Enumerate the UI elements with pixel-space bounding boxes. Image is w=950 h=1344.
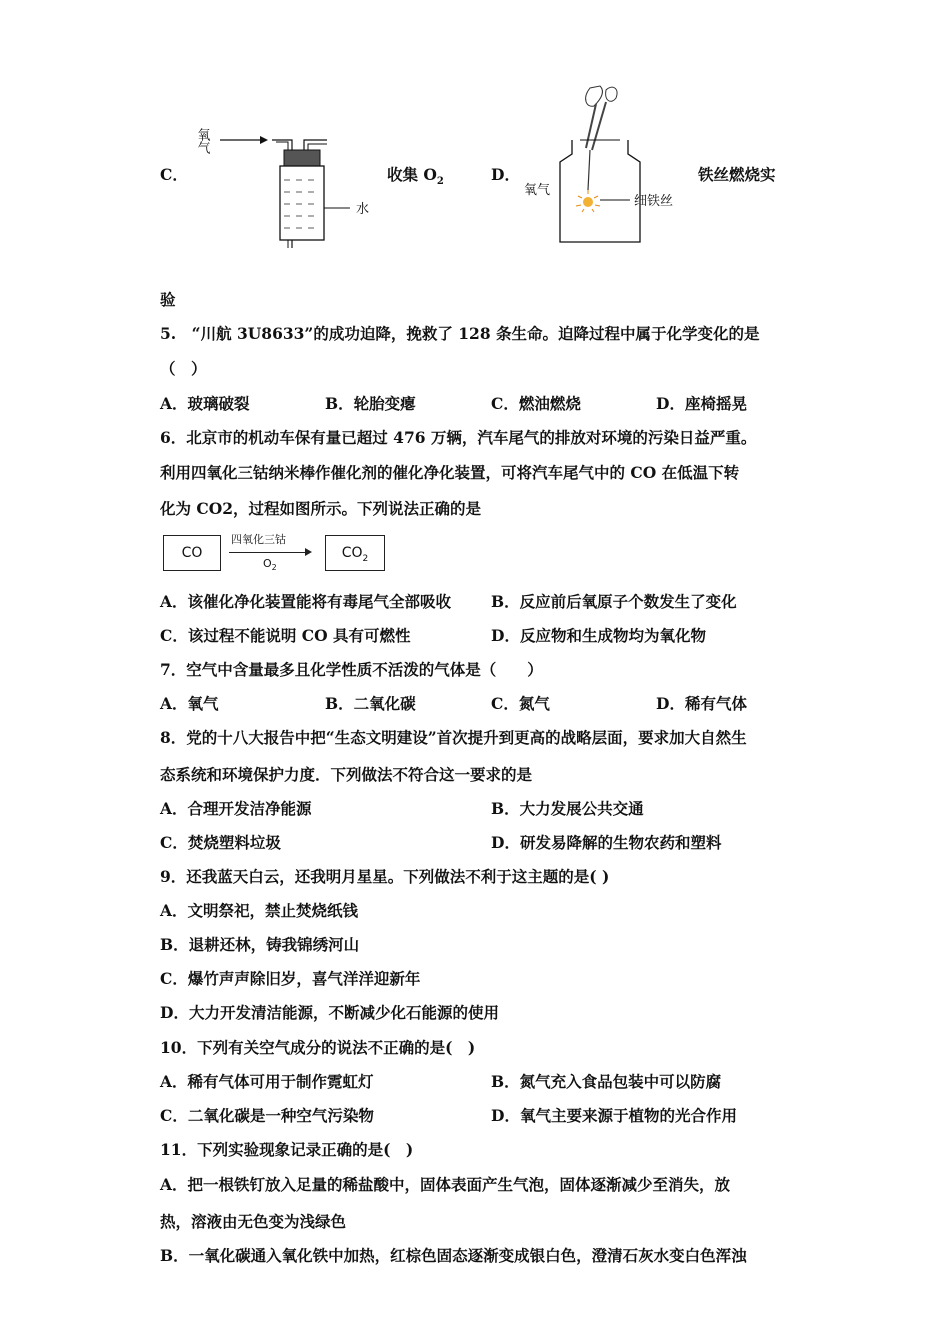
q6-option-b: B．反应前后氧原子个数发生了变化 bbox=[491, 592, 737, 611]
q7-option-b: B．二氧化碳 bbox=[325, 694, 416, 713]
q11-option-a-2: 热，溶液由无色变为浅绿色 bbox=[160, 1212, 347, 1231]
reaction-arrow bbox=[229, 552, 309, 553]
q9-stem: 9．还我蓝天白云，还我明月星星。下列做法不利于这主题的是( ) bbox=[160, 867, 610, 886]
q5-stem-2: （ ） bbox=[160, 359, 207, 378]
q6-reaction-diagram bbox=[163, 533, 388, 575]
q10-option-a: A．稀有气体可用于制作霓虹灯 bbox=[160, 1072, 374, 1091]
q9-option-c: C．爆竹声声除旧岁，喜气洋洋迎新年 bbox=[160, 969, 421, 988]
q8-option-a: A．合理开发洁净能源 bbox=[160, 799, 312, 818]
option-d-label: D． bbox=[491, 165, 520, 184]
condition-label: $O_2$ bbox=[263, 557, 277, 573]
q8-option-c: C．焚烧塑料垃圾 bbox=[160, 833, 281, 852]
q7-option-a: A．氧气 bbox=[160, 694, 219, 713]
q5-option-d: D．座椅摇晃 bbox=[656, 394, 747, 413]
q6-option-a: A．该催化净化装置能将有毒尾气全部吸收 bbox=[160, 592, 452, 611]
q10-option-b: B．氮气充入食品包装中可以防腐 bbox=[491, 1072, 722, 1091]
q8-option-d: D．研发易降解的生物农药和塑料 bbox=[491, 833, 722, 852]
oxygen-inlet-label: 氧气 bbox=[194, 128, 210, 154]
bottle-oxygen-label: 氧气 bbox=[524, 183, 551, 198]
q6-stem-3: 化为 CO2，过程如图所示。下列说法正确的是 bbox=[160, 499, 482, 518]
water-label: 水 bbox=[356, 202, 370, 217]
q5-option-b: B．轮胎变瘪 bbox=[325, 394, 416, 413]
q9-option-d: D．大力开发清洁能源，不断减少化石能源的使用 bbox=[160, 1003, 499, 1022]
q11-option-b: B．一氧化碳通入氧化铁中加热，红棕色固态逐渐变成银白色，澄清石灰水变白色浑浊 bbox=[160, 1246, 747, 1265]
q8-option-b: B．大力发展公共交通 bbox=[491, 799, 644, 818]
option-d-caption: 铁丝燃烧实 bbox=[698, 165, 776, 184]
q8-stem-2: 态系统和环境保护力度．下列做法不符合这一要求的是 bbox=[160, 765, 533, 784]
q10-stem: 10．下列有关空气成分的说法不正确的是( ) bbox=[160, 1038, 476, 1057]
q6-stem-2: 利用四氧化三钴纳米棒作催化剂的催化净化装置，可将汽车尾气中的 CO 在低温下转 bbox=[160, 463, 740, 482]
collect-oxygen-diagram bbox=[192, 108, 382, 248]
arrow-head bbox=[305, 548, 312, 556]
iron-wire-burning-diagram bbox=[520, 78, 695, 248]
q11-stem: 11．下列实验现象记录正确的是( ) bbox=[160, 1140, 414, 1159]
q10-option-d: D．氧气主要来源于植物的光合作用 bbox=[491, 1106, 737, 1125]
q6-option-c: C．该过程不能说明 CO 具有可燃性 bbox=[160, 626, 411, 645]
iron-wire-label: 细铁丝 bbox=[634, 194, 674, 209]
q7-option-d: D．稀有气体 bbox=[656, 694, 747, 713]
option-c-label: C． bbox=[160, 165, 188, 184]
q5-option-a: A．玻璃破裂 bbox=[160, 394, 250, 413]
option-d-caption-cont: 验 bbox=[160, 290, 176, 309]
option-c-caption: 收集 $O_2$ bbox=[387, 165, 444, 188]
q6-stem-1: 6．北京市的机动车保有量已超过 476 万辆，汽车尾气的排放对环境的污染日益严重。 bbox=[160, 428, 757, 447]
q7-stem: 7．空气中含量最多且化学性质不活泼的气体是（ ） bbox=[160, 660, 543, 679]
catalyst-label: 四氧化三钴 bbox=[231, 533, 286, 546]
q9-option-a: A．文明祭祀，禁止焚烧纸钱 bbox=[160, 901, 359, 920]
q8-stem-1: 8．党的十八大报告中把“生态文明建设”首次提升到更高的战略层面，要求加大自然生 bbox=[160, 728, 747, 747]
q9-option-b: B．退耕还林，铸我锦绣河山 bbox=[160, 935, 360, 954]
q5-stem-1: 5. “川航 3U8633”的成功迫降，挽救了 128 条生命。迫降过程中属于化学变化的是 bbox=[160, 324, 760, 343]
q5-option-c: C．燃油燃烧 bbox=[491, 394, 581, 413]
q7-option-c: C．氮气 bbox=[491, 694, 550, 713]
product-box: $CO_2$ bbox=[325, 535, 385, 571]
q6-option-d: D．反应物和生成物均为氧化物 bbox=[491, 626, 706, 645]
reactant-box: CO bbox=[163, 535, 221, 571]
q10-option-c: C．二氧化碳是一种空气污染物 bbox=[160, 1106, 374, 1125]
q11-option-a-1: A．把一根铁钉放入足量的稀盐酸中，固体表面产生气泡，固体逐渐减少至消失，放 bbox=[160, 1175, 731, 1194]
